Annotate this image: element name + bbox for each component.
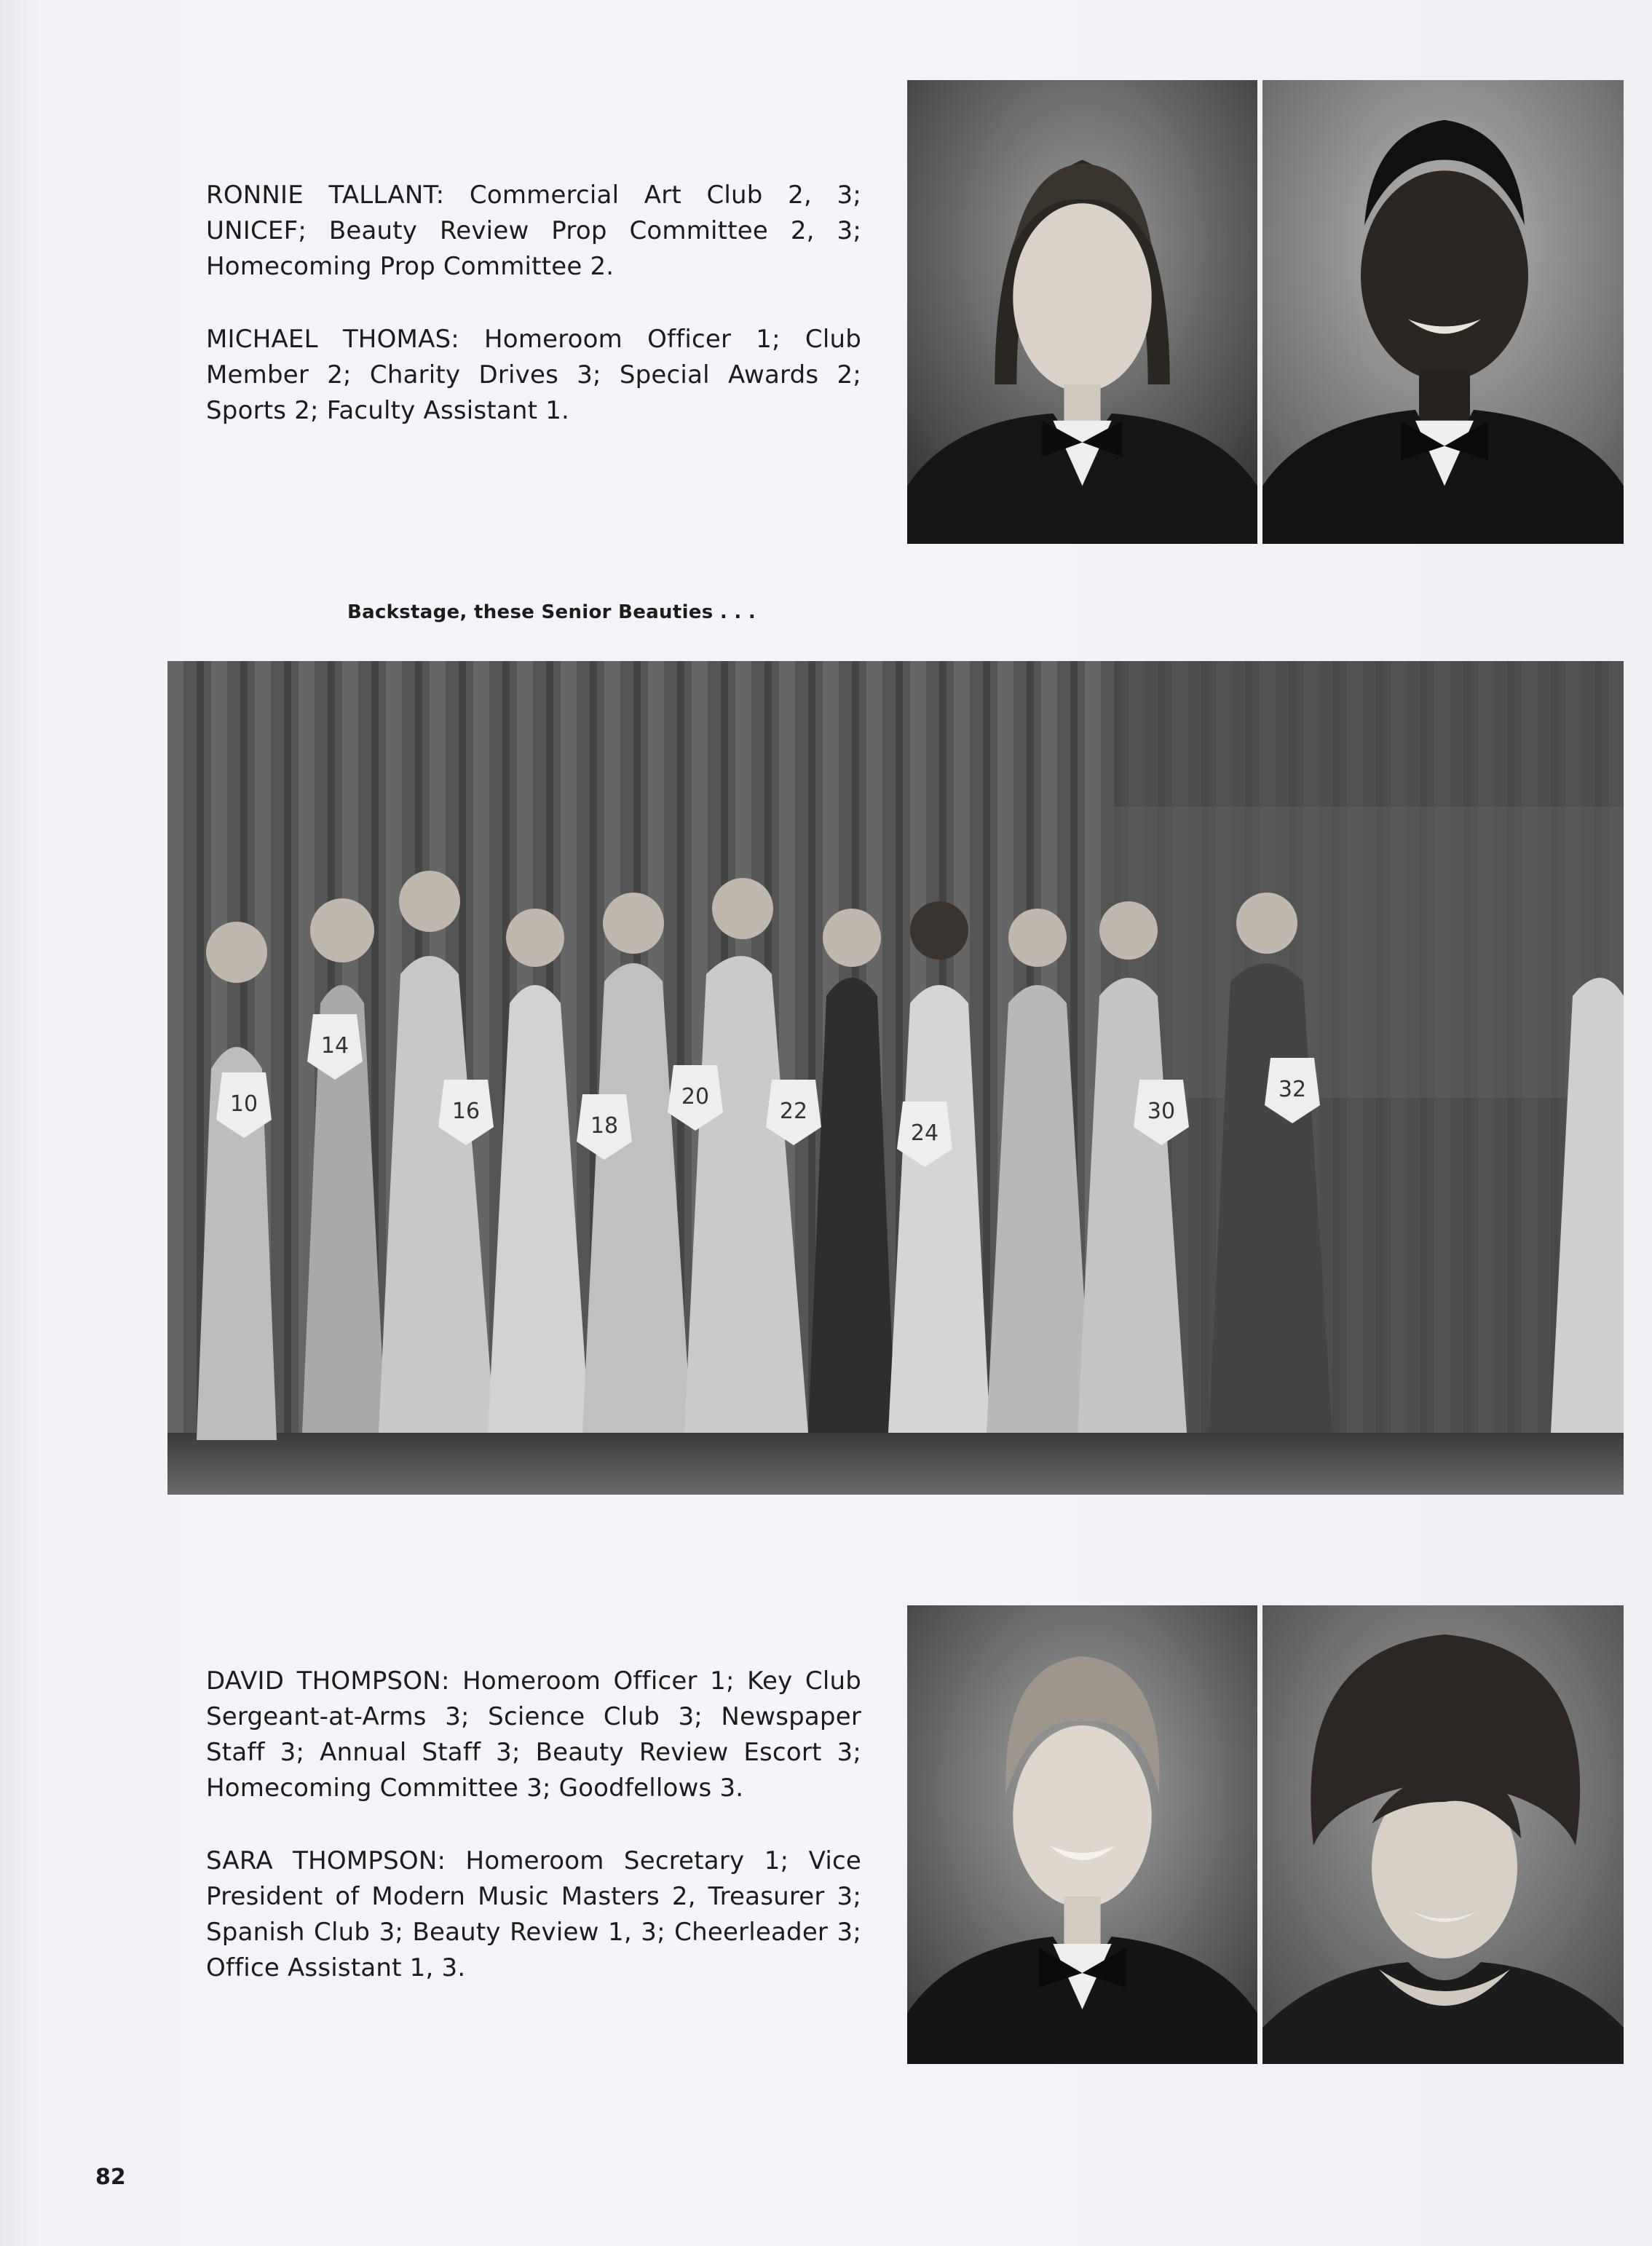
contestant-number: 14 bbox=[320, 1033, 349, 1059]
portrait-michael-thomas bbox=[1262, 80, 1624, 544]
contestant-number: 20 bbox=[681, 1084, 710, 1110]
page-number: 82 bbox=[95, 2164, 126, 2190]
contestant-number: 32 bbox=[1278, 1077, 1307, 1102]
contestant-number: 10 bbox=[229, 1091, 258, 1117]
contestant-number: 22 bbox=[779, 1099, 808, 1124]
portrait-sara-thompson bbox=[1262, 1605, 1624, 2064]
contestant-number: 30 bbox=[1147, 1099, 1176, 1124]
senior-beauties-group-photo bbox=[167, 661, 1624, 1495]
bio-michael-thomas: MICHAEL THOMAS: Homeroom Officer 1; Club Member 2; Charity Drives 3; Special Awards 2; Sports 2; Faculty Assistant 1. bbox=[206, 325, 861, 425]
photo-caption: Backstage, these Senior Beauties . . . bbox=[347, 601, 756, 623]
portrait-david-thompson bbox=[907, 1605, 1257, 2064]
portrait-ronnie-tallant bbox=[907, 80, 1257, 544]
bio-david-thompson: DAVID THOMPSON: Homeroom Officer 1; Key Club Sergeant-at-Arms 3; Science Club 3; Newspaper Staff 3; Annual Staff 3; Beauty Review Escort 3; Homecoming Committee 3; Goodfellows 3. bbox=[206, 1666, 861, 1803]
contestant-number: 18 bbox=[590, 1113, 619, 1139]
contestant-number: 24 bbox=[910, 1120, 939, 1146]
bio-ronnie-tallant: RONNIE TALLANT: Commercial Art Club 2, 3; UNICEF; Beauty Review Prop Committee 2, 3; Homecoming Prop Committee 2. bbox=[206, 181, 861, 281]
contestant-number: 16 bbox=[451, 1099, 481, 1124]
bio-sara-thompson: SARA THOMPSON: Homeroom Secretary 1; Vice President of Modern Music Masters 2, Treasurer 3; Spanish Club 3; Beauty Review 1, 3; Cheerleader 3; Office Assistant 1, 3. bbox=[206, 1846, 861, 1982]
